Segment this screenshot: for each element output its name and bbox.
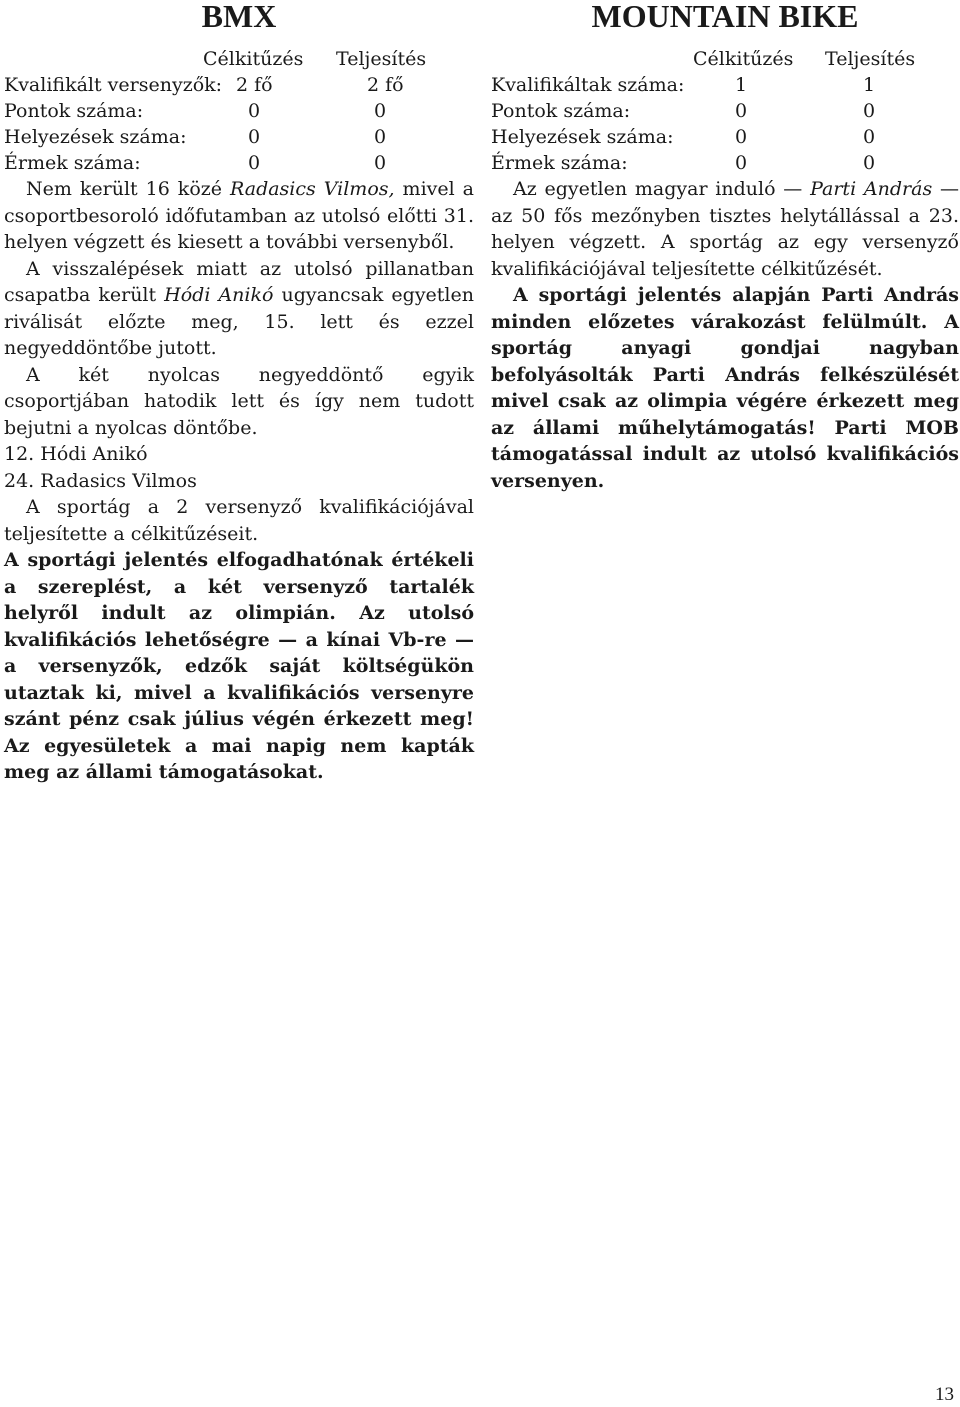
mtb-stats-table	[491, 46, 959, 176]
mtb-stats-row	[491, 72, 959, 98]
bmx-paragraph-3: A két nyolcas negyeddöntő egyik csoportjában hatodik lett és így nem tudott bejutni a nyolcas döntőbe.	[4, 363, 474, 439]
stat-result: 0	[863, 126, 876, 148]
text-run: mivel a csoportbesoroló időfutamban az utolsó előtti 31. helyen végzett és kiesett a további versenyből.	[4, 178, 475, 253]
stat-label: Helyezések száma:	[4, 126, 187, 148]
stat-result: 0	[374, 126, 387, 148]
text-run: Nem került 16 közé	[26, 178, 230, 200]
mtb-report-paragraph: A sportági jelentés alapján Parti András minden előzetes várakozást felülmúlt. A sportág anyagi gondjai nagyban befolyásolták Parti András felkészülését mivel csak az olimpia végére érkezett meg az állami műhelytámogatás! Parti MOB támogatással indult az utolsó kvalifikációs versenyen.	[491, 284, 959, 492]
stat-target: 2 fő	[236, 74, 273, 96]
mtb-stats-header	[491, 46, 959, 72]
text-run: A visszalépések miatt az utolsó pillanatban csapatba került	[4, 257, 474, 306]
bmx-stats-row	[4, 98, 474, 124]
stat-label: Érmek száma:	[4, 152, 141, 174]
stat-label: Helyezések száma:	[491, 126, 674, 148]
stat-result: 0	[863, 100, 876, 122]
stat-label: Kvalifikáltak száma:	[491, 74, 685, 96]
stat-target: 0	[735, 126, 748, 148]
stat-target: 0	[248, 152, 261, 174]
athlete-name: Hódi Anikó	[164, 284, 274, 306]
mtb-paragraph-1	[491, 176, 959, 282]
text-run: — az 50 fős mezőnyben tisztes helytállással a 23. helyen végzett. A sportág az egy versenyző kvalifikációjával teljesítette célkitűzését.	[491, 178, 959, 280]
stat-target: 1	[735, 74, 748, 96]
bmx-result-1: 12. Hódi Anikó	[4, 443, 148, 465]
stat-result: 0	[374, 152, 387, 174]
stat-target: 0	[735, 152, 748, 174]
stat-label: Pontok száma:	[4, 100, 144, 122]
bmx-stats-table	[4, 46, 474, 176]
stat-result: 2 fő	[367, 74, 404, 96]
bmx-paragraph-4: A sportág a 2 versenyző kvalifikációjával teljesítette a célkitűzéseit.	[4, 496, 474, 545]
mtb-title: MOUNTAIN BIKE	[591, 0, 859, 34]
text-run: Az egyetlen magyar induló —	[513, 178, 811, 200]
stat-result: 0	[374, 100, 387, 122]
stat-target: 0	[248, 126, 261, 148]
bmx-report-paragraph: A sportági jelentés elfogadhatónak értékeli a szereplést, a két versenyző tartalék helyről indult az olimpián. Az utolsó kvalifikációs lehetőségre — a kínai Vb-re — a versenyzők, edzők saját költségükön utaztak ki, mivel a kvalifikációs versenyre szánt pénz csak július végén érkezett meg! Az egyesületek a mai napig nem kapták meg az állami támogatásokat.	[4, 549, 474, 783]
mtb-stats-row	[491, 124, 959, 150]
mtb-section	[491, 0, 959, 494]
stat-result: 1	[863, 74, 876, 96]
stat-label: Pontok száma:	[491, 100, 631, 122]
bmx-stats-row	[4, 150, 474, 176]
bmx-paragraph-2	[4, 256, 474, 362]
stat-label: Kvalifikált versenyzők:	[4, 74, 223, 96]
stat-label: Érmek száma:	[491, 152, 628, 174]
bmx-stats-header	[4, 46, 474, 72]
mtb-col-target: Célkitűzés	[693, 48, 794, 70]
athlete-name: Radasics Vilmos,	[230, 178, 395, 200]
text-run: ugyancsak egyetlen riválisát előzte meg, 15. lett és ezzel negyeddöntőbe jutott.	[4, 284, 474, 359]
stat-target: 0	[735, 100, 748, 122]
page-number: 13	[935, 1384, 954, 1405]
mtb-col-result: Teljesítés	[825, 48, 916, 70]
stat-result: 0	[863, 152, 876, 174]
mtb-stats-row	[491, 98, 959, 124]
stat-target: 0	[248, 100, 261, 122]
bmx-col-result: Teljesítés	[336, 48, 427, 70]
bmx-section	[4, 0, 474, 786]
bmx-stats-row	[4, 72, 474, 98]
bmx-col-target: Célkitűzés	[203, 48, 304, 70]
athlete-name: Parti András	[810, 178, 933, 200]
mtb-stats-row	[491, 150, 959, 176]
bmx-paragraph-1	[4, 176, 474, 256]
bmx-title: BMX	[201, 0, 277, 34]
bmx-stats-row	[4, 124, 474, 150]
bmx-result-2: 24. Radasics Vilmos	[4, 469, 197, 492]
